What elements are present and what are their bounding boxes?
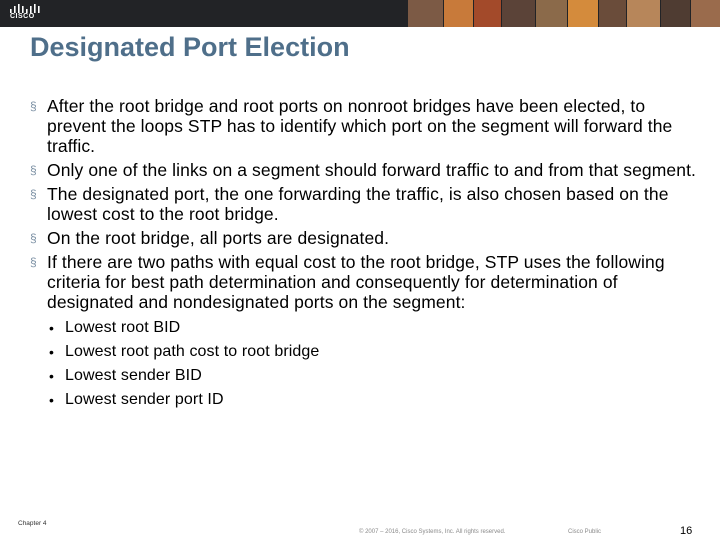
bullet-text: On the root bridge, all ports are designated. xyxy=(47,228,390,248)
bullet-text: After the root bridge and root ports on nonroot bridges have been elected, to prevent the loops STP has to identify which port on the segment will forward the traffic. xyxy=(47,96,673,156)
logo-wordmark: CISCO xyxy=(10,13,35,20)
sub-bullet-text: Lowest root BID xyxy=(65,319,181,336)
bullet-text: The designated port, the one forwarding the traffic, is also chosen based on the lowest cost to the root bridge. xyxy=(47,184,669,224)
dot-bullet-icon: • xyxy=(49,392,55,408)
square-bullet-icon: § xyxy=(30,255,37,269)
square-bullet-icon: § xyxy=(30,99,37,113)
bullet-text: Only one of the links on a segment should forward traffic to and from that segment. xyxy=(47,160,697,180)
bullet-item xyxy=(30,184,702,224)
banner-photo xyxy=(568,0,597,27)
dot-bullet-icon: • xyxy=(49,344,55,360)
square-bullet-icon: § xyxy=(30,187,37,201)
sub-bullet-item xyxy=(47,318,702,338)
dot-bullet-icon: • xyxy=(49,368,55,384)
bullet-list xyxy=(30,96,702,414)
banner-photo xyxy=(627,0,660,27)
square-bullet-icon: § xyxy=(30,163,37,177)
bullet-item xyxy=(30,252,702,410)
bullet-item xyxy=(30,160,702,180)
banner-photo xyxy=(536,0,567,27)
banner-photo xyxy=(408,0,443,27)
bullet-item xyxy=(30,228,702,248)
sub-bullet-text: Lowest sender BID xyxy=(65,367,202,384)
banner-photo xyxy=(661,0,690,27)
dot-bullet-icon: • xyxy=(49,320,55,336)
sub-bullet-text: Lowest root path cost to root bridge xyxy=(65,343,320,360)
footer-chapter: Chapter 4 xyxy=(18,520,47,527)
photo-strip xyxy=(407,0,720,27)
bullet-text: If there are two paths with equal cost to the root bridge, STP uses the following criteria for best path determination and consequently for determination of designated and nondesignated ports on the segment: xyxy=(47,252,665,312)
banner-photo xyxy=(502,0,535,27)
page-number: 16 xyxy=(680,525,693,537)
sub-bullet-item xyxy=(47,390,702,410)
sub-bullet-item xyxy=(47,366,702,386)
sub-bullet-item xyxy=(47,342,702,362)
slide-title: Designated Port Election xyxy=(30,32,350,62)
sub-bullet-text: Lowest sender port ID xyxy=(65,391,224,408)
bullet-item xyxy=(30,96,702,156)
banner-photo xyxy=(691,0,720,27)
footer-copyright: © 2007 – 2016, Cisco Systems, Inc. All rights reserved. xyxy=(359,529,506,535)
footer-classification: Cisco Public xyxy=(568,529,602,535)
banner-photo xyxy=(599,0,626,27)
sub-bullet-list xyxy=(47,318,702,410)
banner-photo xyxy=(444,0,473,27)
top-banner xyxy=(0,0,720,27)
banner-photo xyxy=(474,0,501,27)
square-bullet-icon: § xyxy=(30,231,37,245)
